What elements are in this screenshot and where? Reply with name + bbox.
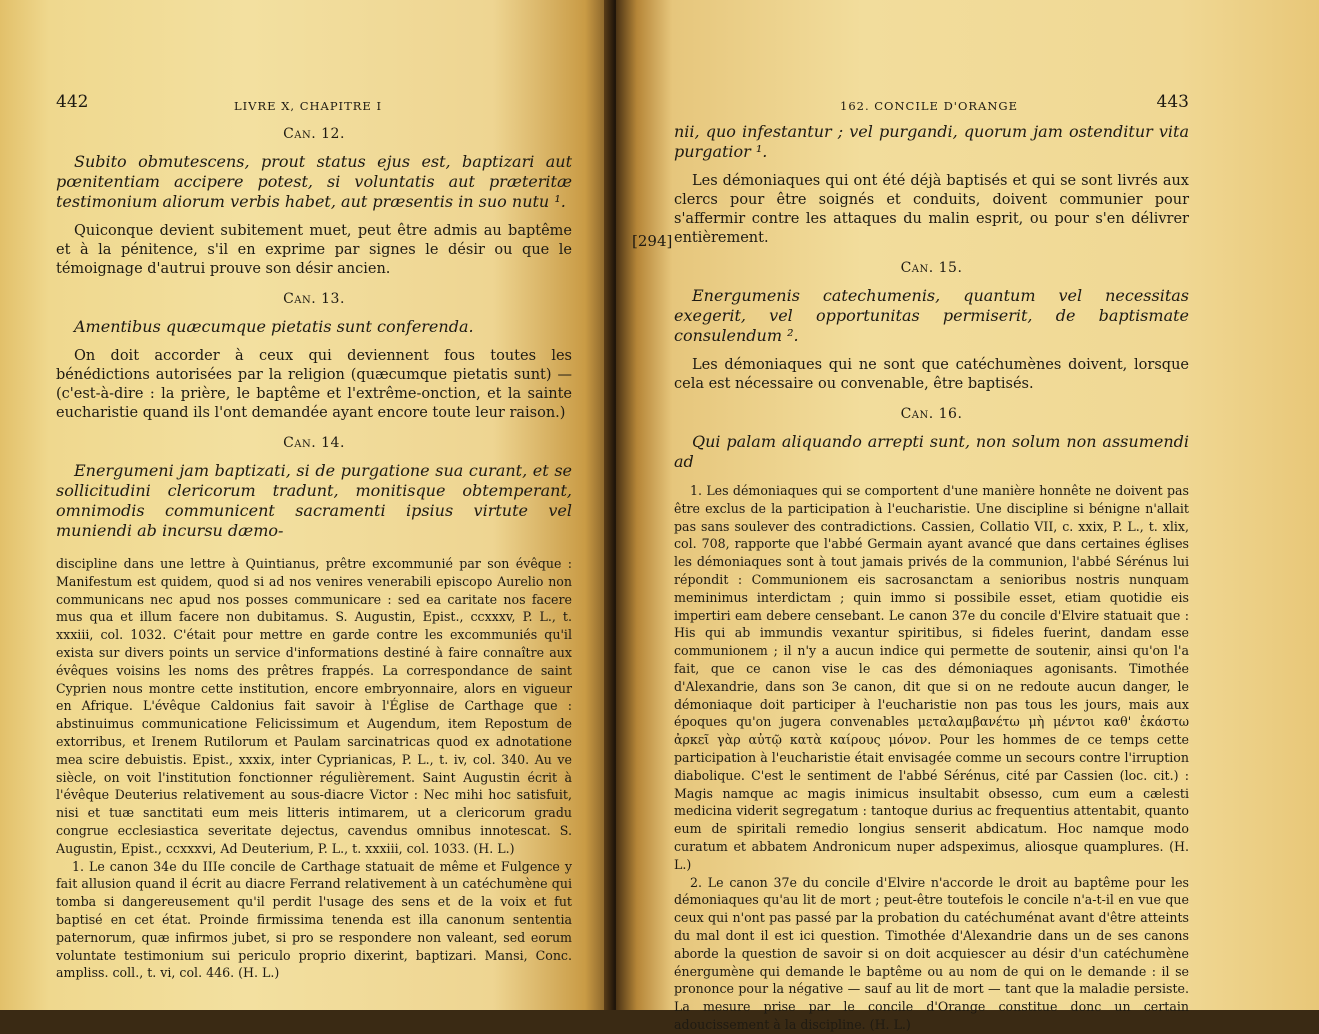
footnote-1: 1. Le canon 34e du IIIe concile de Carthage statuait de même et Fulgence y fait allusion quand il écrit au diacre Ferrand relativement à un catéchumène qui tomba si dangereusement qu'il perdit l'usage des sens et de la voix et fut baptisé en cet état. Proinde firmissima tenenda est illa canonum sententia paternorum, quæ infirmos jubet, si pro se respondere non valeant, sed eorum voluntate testimonium sui periculo proprio dixerint, baptizari. Mansi, Conc. ampliss. coll., t. vi, col. 446. (H. L.) — [56, 858, 572, 981]
canon-13-french: On doit accorder à ceux qui deviennent fous toutes les bénédictions autorisées par la religion (quæcumque pietatis sunt) — (c'est-à-dire : la prière, le baptême et l'extrême-onction, et la sainte eucharistie quand ils l'ont demandée ayant encore toute leur raison.) — [56, 348, 572, 421]
canon-14-latin: Energumeni jam baptizati, si de purgatione sua curant, et se sollicitudini clericorum tradunt, monitisque obtemperant, omnimodis communicent sacramenti ipsius virtute vel muniendi ab incursu dæmo- — [56, 461, 572, 540]
page-number: 442 — [56, 92, 89, 112]
footnote-2: 2. Le canon 37e du concile d'Elvire n'accorde le droit au baptême pour les démoniaques qu'au lit de mort ; peut-être toutefois le concile n'a-t-il en vue que ceux qui n'ont pas passé par la probation du catéchuménat avant d'être atteints du mal dont il est ici question. Timothée d'Alexandrie dans un de ses canons aborde la question de savoir si on doit acquiescer au désir d'un catéchumène énergumène qui demande le baptême ou au nom de qui on le demande : il se prononce pour la négative — sauf au lit de mort — tant que la maladie persiste. La mesure prise par le concile d'Orange constitue donc un certain adoucissement à la discipline. (H. L.) — [674, 874, 1189, 1032]
footnote-continuation: discipline dans une lettre à Quintianus, prêtre excommunié par son évêque : Manifestum est quidem, quod si ad nos venires venerabili episcopo Aurelio non communicans nec apud nos posses communicare : sed ea caritate nos facere mus qua et illum facere non dubitamus. S. Augustin, Epist., ccxxxv, P. L., t. xxxiii, col. 1032. C'était pour mettre en garde contre les excommuniés qu'il exista sur divers points un service d'informations destiné à faire connaître aux évêques voisins les noms des prêtres frappés. La correspondance de saint Cyprien nous montre cette institution, encore embryonnaire, alors en vigueur en Afrique. L'évêque Caldonius fait savoir à l'Église de Carthage que : abstinuimus communicatione Felicissimum et Augendum, item Repostum de extorribus, et Irenem Rutilorum et Paulam sarcinatricas quod ex adnotatione mea scire debuistis. Epist., xxxix, inter Cyprianicas, P. L., t. iv, col. 340. Au ve siècle, on voit l'institution fonctionner régulièrement. Saint Augustin écrit à l'évêque Deuterius relativement au sous-diacre Victor : Nec mihi hoc satisfuit, nisi et tuæ sanctitati eum meis litteris intimarem, ut a clericorum gradu congrue ecclesiastica severitate dejectus, cavendus omnibus innotescat. S. Augustin, Epist., ccxxxvi, Ad Deuterium, P. L., t. xxxiii, col. 1033. (H. L.) — [56, 556, 572, 856]
running-header — [56, 92, 572, 122]
margin-reference: [294] — [632, 232, 673, 250]
canon-15-french: Les démoniaques qui ne sont que catéchumènes doivent, lorsque cela est nécessaire ou convenable, être baptisés. — [674, 357, 1189, 392]
canon-15-latin: Energumenis catechumenis, quantum vel necessitas exegerit, vel opportunitas permiserit, de baptismate consulendum ². — [674, 286, 1189, 345]
canon-14-french: Les démoniaques qui ont été déjà baptisés et qui se sont livrés aux clercs pour être soignés et conduits, doivent communier pour s'affermir contre les attaques du malin esprit, ou pour s'en délivrer entièrement. — [674, 173, 1189, 246]
footnotes — [56, 555, 572, 982]
page-number: 443 — [1156, 92, 1189, 112]
canon-14-latin-continued: nii, quo infestantur ; vel purgandi, quorum jam ostenditur vita purgatior ¹. — [674, 122, 1189, 161]
running-header — [674, 92, 1189, 122]
canon-12-heading: Can. 12. — [283, 126, 345, 142]
footnote-1: 1. Les démoniaques qui se comportent d'une manière honnête ne doivent pas être exclus de la participation à l'eucharistie. Une discipline si bénigne n'allait pas sans soulever des contradictions. Cassien, Collatio VII, c. xxix, P. L., t. xlix, col. 708, rapporte que l'abbé Germain ayant avancé que dans certaines églises les démoniaques sont à tout jamais privés de la communion, l'abbé Sérénus lui répondit : Communionem eis sacrosanctam a senioribus nostris nunquam meminimus interdictam ; quin immo si possibile esset, etiam quotidie eis impertiri eam debere censebant. Le canon 37e du concile d'Elvire statuait que : His qui ab immundis vexantur spiritibus, si fideles fuerint, dandam esse communionem ; il n'y a aucun indice qui permette de soutenir, ainsi qu'on l'a fait, que ce canon vise le cas des démoniaques agonisants. Timothée d'Alexandrie, dans son 3e canon, dit que si on ne redoute aucun danger, le démoniaque doit participer à l'eucharistie non pas tous les jours, mais aux époques qu'on jugera convenables μεταλαμβανέτω μὴ μέντοι καθ' ἑκάστω ἀρκεῖ γὰρ αὐτῷ κατὰ καίρους μόνον. Pour les hommes de ce temps cette participation à l'eucharistie était envisagée comme un secours contre l'irruption diabolique. C'est le sentiment de l'abbé Sérénus, cité par Cassien (loc. cit.) : Magis namque ac magis inimicus insultabit obsesso, cum eum a cælesti medicina viderit segregatum : tantoque durius ac frequentius attentabit, quanto eum de spiritali remedio longius senserit abdicatum. Hoc namque modo curatum et abbatem Andronicum nuper adspeximus, aliosque quamplures. (H. L.) — [674, 483, 1189, 872]
canon-15-heading: Can. 15. — [900, 260, 963, 276]
canon-12-french: Quiconque devient subitement muet, peut être admis au baptême et à la pénitence, s'il en exprime par signes le désir ou que le témoignage d'autrui prouve son désir ancien. — [56, 223, 572, 277]
canon-14-heading: Can. 14. — [283, 435, 345, 451]
running-title: 162. CONCILE D'ORANGE — [840, 99, 1018, 113]
canon-16-latin: Qui palam aliquando arrepti sunt, non solum non assumendi ad — [674, 432, 1189, 471]
footnotes — [674, 482, 1189, 1034]
running-title: LIVRE X, CHAPITRE I — [234, 99, 383, 113]
canon-13-latin: Amentibus quæcumque pietatis sunt conferenda. — [74, 317, 474, 336]
canon-13-heading: Can. 13. — [283, 291, 345, 307]
right-page — [616, 0, 1319, 1032]
canon-12-latin: Subito obmutescens, prout status ejus est, baptizari aut pœnitentiam accipere potest, si voluntatis aut præteritæ testimonium aliorum verbis habet, aut præsentis in suo nutu ¹. — [56, 152, 572, 211]
left-page — [0, 0, 616, 1010]
canon-16-heading: Can. 16. — [900, 406, 963, 422]
